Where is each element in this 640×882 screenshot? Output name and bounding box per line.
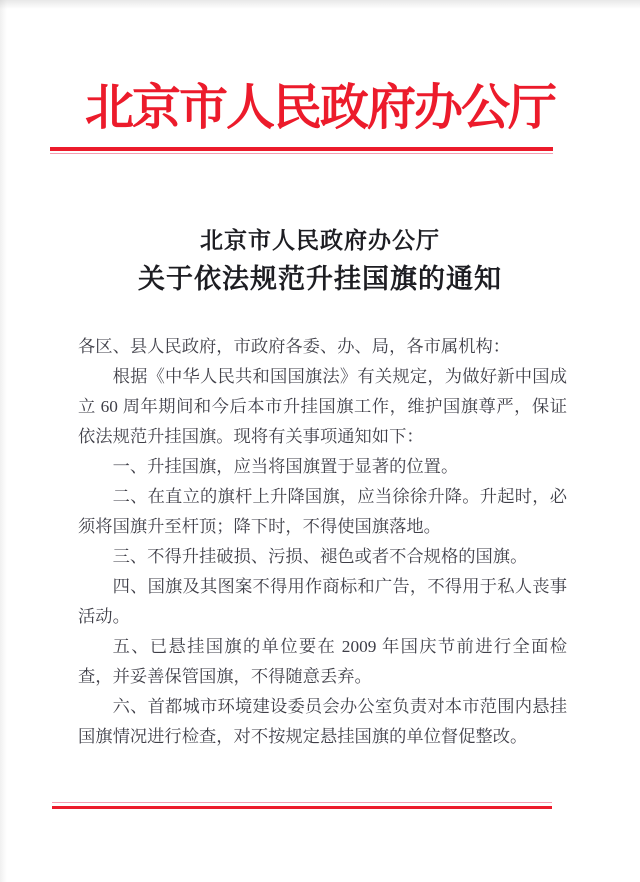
- body-paragraph-item-1: 一、升挂国旗，应当将国旗置于显著的位置。: [112, 457, 459, 476]
- document-body: [78, 332, 567, 752]
- body-paragraph-item-5: 五、已悬挂国旗的单位要在 2009 年国庆节前进行全面检查，并妥善保管国旗，不得随意丢弃。: [78, 637, 567, 686]
- footer-divider-thick-line: [52, 806, 552, 810]
- scan-edge-shading-top: [0, 0, 640, 9]
- body-paragraph-item-3: 三、不得升挂破损、污损、褪色或者不合规格的国旗。: [112, 547, 528, 566]
- document-title-line2: 关于依法规范升挂国旗的通知: [138, 264, 502, 294]
- letterhead-org-name: 北京市人民政府办公厅: [84, 80, 555, 135]
- body-paragraph-item-6: 六、首都城市环境建设委员会办公室负责对本市范围内悬挂国旗情况进行检查，对不按规定悬挂国旗的单位督促整改。: [78, 697, 567, 746]
- body-paragraph-item-2: 二、在直立的旗杆上升降国旗，应当徐徐升降。升起时，必须将国旗升至杆顶；降下时，不得使国旗落地。: [78, 487, 567, 536]
- body-paragraph-item-4: 四、国旗及其图案不得用作商标和广告，不得用于私人丧事活动。: [78, 577, 567, 626]
- salutation: 各区、县人民政府，市政府各委、办、局，各市属机构：: [78, 337, 511, 356]
- footer-divider: [52, 802, 552, 809]
- letterhead-divider: [50, 147, 553, 154]
- body-paragraph-intro: 根据《中华人民共和国国旗法》有关规定，为做好新中国成立 60 周年期间和今后本市升挂国旗工作，维护国旗尊严，保证依法规范升挂国旗。现将有关事项通知如下：: [78, 367, 567, 446]
- letterhead-divider-thin-line: [50, 153, 553, 154]
- document-title: [0, 222, 640, 300]
- document-title-line1: 北京市人民政府办公厅: [200, 228, 440, 253]
